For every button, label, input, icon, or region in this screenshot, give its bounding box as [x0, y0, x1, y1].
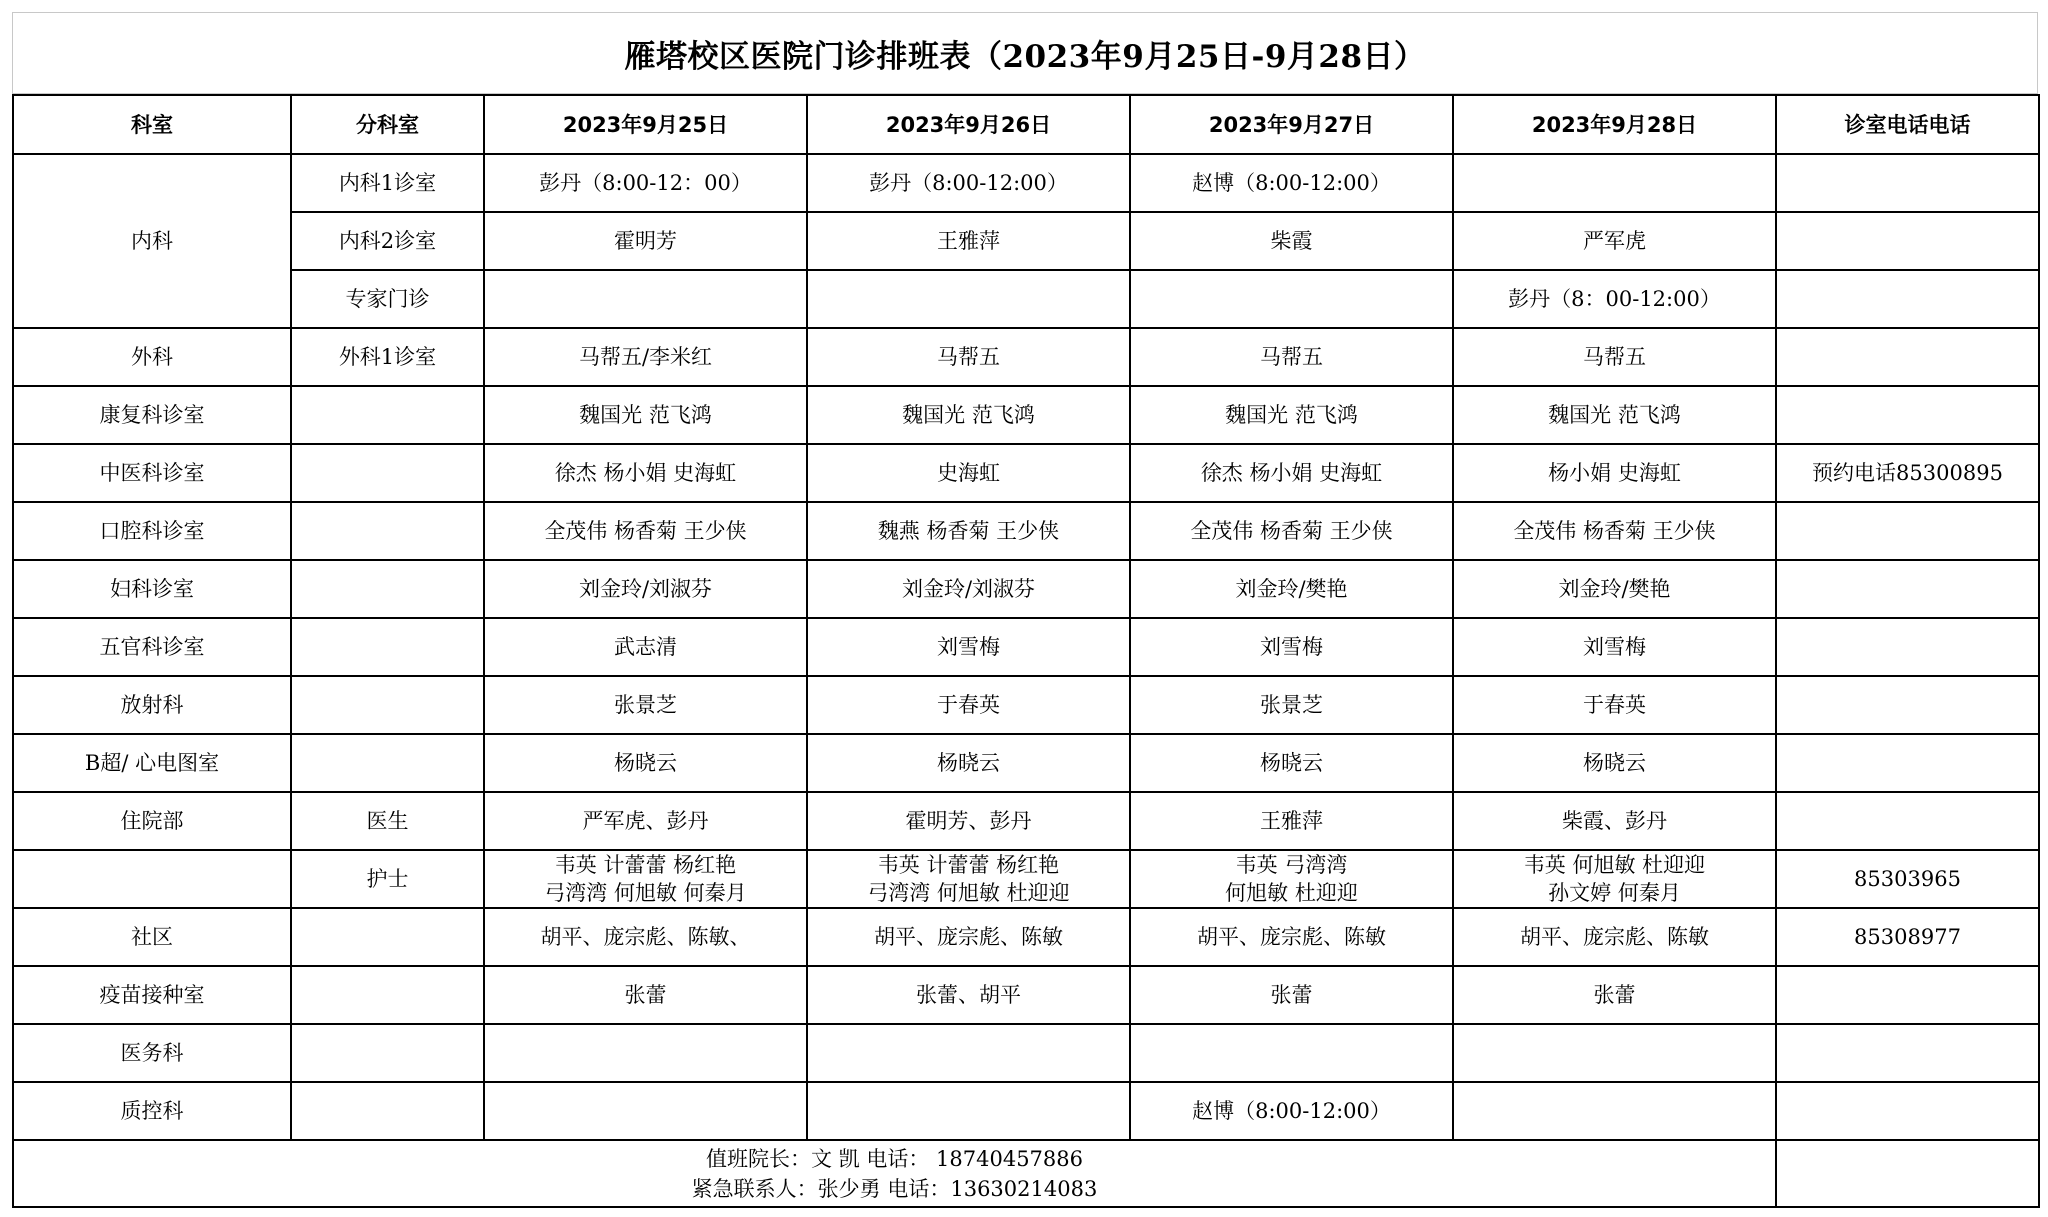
phone-cell	[1776, 676, 2039, 734]
day-cell	[484, 1082, 807, 1140]
table-row	[13, 212, 2039, 270]
day-cell: 赵博（8:00-12:00）	[1130, 1082, 1453, 1140]
phone-cell	[1776, 386, 2039, 444]
dept-cell: 社区	[13, 908, 291, 966]
dept-cell: B超/ 心电图室	[13, 734, 291, 792]
subdept-cell: 内科2诊室	[291, 212, 484, 270]
schedule-sheet	[12, 12, 2038, 1208]
day-cell: 刘雪梅	[1130, 618, 1453, 676]
table-row	[13, 444, 2039, 502]
table-row	[13, 154, 2039, 212]
phone-cell: 85308977	[1776, 908, 2039, 966]
day-cell: 史海虹	[807, 444, 1130, 502]
dept-cell: 住院部	[13, 792, 291, 850]
day-cell: 严军虎	[1453, 212, 1776, 270]
day-cell: 胡平、庞宗彪、陈敏	[1453, 908, 1776, 966]
day-cell: 魏国光 范飞鸿	[1453, 386, 1776, 444]
day-cell: 全茂伟 杨香菊 王少侠	[1453, 502, 1776, 560]
footer-row	[13, 1140, 2039, 1207]
subdept-cell	[291, 444, 484, 502]
dept-cell: 疫苗接种室	[13, 966, 291, 1024]
day-cell: 胡平、庞宗彪、陈敏、	[484, 908, 807, 966]
page-title: 雁塔校区医院门诊排班表（2023年9月25日-9月28日）	[12, 12, 2038, 94]
phone-cell	[1776, 1024, 2039, 1082]
dept-cell: 五官科诊室	[13, 618, 291, 676]
dept-cell	[13, 850, 291, 908]
table-row	[13, 966, 2039, 1024]
subdept-cell	[291, 560, 484, 618]
day-cell: 彭丹（8：00-12:00）	[1453, 270, 1776, 328]
day-cell: 张蕾	[1130, 966, 1453, 1024]
day-cell: 刘雪梅	[807, 618, 1130, 676]
day-cell	[807, 850, 1130, 908]
subdept-cell	[291, 966, 484, 1024]
footer-blank-cell	[1776, 1140, 2039, 1207]
day-cell	[1453, 850, 1776, 908]
table-row	[13, 850, 2039, 908]
subdept-cell	[291, 908, 484, 966]
day-cell: 王雅萍	[807, 212, 1130, 270]
day-cell	[484, 270, 807, 328]
phone-cell	[1776, 560, 2039, 618]
day-cell	[1453, 1082, 1776, 1140]
emergency-contact-line: 紧急联系人：张少勇 电话：13630214083	[691, 1176, 1098, 1201]
subdept-cell: 护士	[291, 850, 484, 908]
day-cell: 杨晓云	[807, 734, 1130, 792]
cell-line: 弓湾湾 何旭敏 杜迎迎	[867, 881, 1070, 905]
table-row	[13, 734, 2039, 792]
day-cell: 马帮五/李米红	[484, 328, 807, 386]
day-cell: 彭丹（8:00-12：00）	[484, 154, 807, 212]
dept-cell: 质控科	[13, 1082, 291, 1140]
dept-cell: 医务科	[13, 1024, 291, 1082]
day-cell: 魏国光 范飞鸿	[484, 386, 807, 444]
subdept-cell	[291, 676, 484, 734]
day-cell: 徐杰 杨小娟 史海虹	[1130, 444, 1453, 502]
day-cell: 刘雪梅	[1453, 618, 1776, 676]
day-cell: 柴霞、彭丹	[1453, 792, 1776, 850]
header-day-3: 2023年9月27日	[1130, 95, 1453, 154]
subdept-cell	[291, 618, 484, 676]
day-cell: 张景芝	[484, 676, 807, 734]
header-row	[13, 95, 2039, 154]
phone-cell	[1776, 502, 2039, 560]
day-cell: 霍明芳、彭丹	[807, 792, 1130, 850]
cell-line: 孙文婷 何秦月	[1548, 881, 1681, 905]
header-day-1: 2023年9月25日	[484, 95, 807, 154]
day-cell	[484, 850, 807, 908]
header-subdept: 分科室	[291, 95, 484, 154]
day-cell: 张景芝	[1130, 676, 1453, 734]
dept-cell: 口腔科诊室	[13, 502, 291, 560]
phone-cell	[1776, 270, 2039, 328]
subdept-cell: 专家门诊	[291, 270, 484, 328]
table-row	[13, 386, 2039, 444]
subdept-cell: 内科1诊室	[291, 154, 484, 212]
phone-cell	[1776, 1082, 2039, 1140]
phone-cell: 预约电话85300895	[1776, 444, 2039, 502]
day-cell: 刘金玲/樊艳	[1130, 560, 1453, 618]
dept-cell: 康复科诊室	[13, 386, 291, 444]
day-cell: 刘金玲/刘淑芬	[484, 560, 807, 618]
day-cell: 武志清	[484, 618, 807, 676]
day-cell: 全茂伟 杨香菊 王少侠	[484, 502, 807, 560]
phone-cell	[1776, 734, 2039, 792]
day-cell: 于春英	[807, 676, 1130, 734]
subdept-cell	[291, 1024, 484, 1082]
day-cell: 杨晓云	[1130, 734, 1453, 792]
day-cell	[1130, 270, 1453, 328]
table-row	[13, 270, 2039, 328]
day-cell: 徐杰 杨小娟 史海虹	[484, 444, 807, 502]
duty-director-line: 值班院长：文 凯 电话： 18740457886	[706, 1146, 1083, 1171]
day-cell: 马帮五	[1453, 328, 1776, 386]
table-row	[13, 328, 2039, 386]
day-cell: 张蕾、胡平	[807, 966, 1130, 1024]
dept-cell: 放射科	[13, 676, 291, 734]
day-cell: 刘金玲/刘淑芬	[807, 560, 1130, 618]
day-cell: 魏国光 范飞鸿	[807, 386, 1130, 444]
day-cell: 彭丹（8:00-12:00）	[807, 154, 1130, 212]
phone-cell	[1776, 328, 2039, 386]
table-row	[13, 1024, 2039, 1082]
header-dept: 科室	[13, 95, 291, 154]
day-cell: 刘金玲/樊艳	[1453, 560, 1776, 618]
dept-cell: 中医科诊室	[13, 444, 291, 502]
header-phone: 诊室电话电话	[1776, 95, 2039, 154]
day-cell: 全茂伟 杨香菊 王少侠	[1130, 502, 1453, 560]
day-cell: 杨晓云	[1453, 734, 1776, 792]
subdept-cell: 外科1诊室	[291, 328, 484, 386]
phone-cell	[1776, 966, 2039, 1024]
header-day-4: 2023年9月28日	[1453, 95, 1776, 154]
phone-cell: 85303965	[1776, 850, 2039, 908]
table-row	[13, 1082, 2039, 1140]
day-cell: 张蕾	[484, 966, 807, 1024]
dept-cell: 妇科诊室	[13, 560, 291, 618]
day-cell	[807, 1082, 1130, 1140]
subdept-cell	[291, 1082, 484, 1140]
duty-contact-cell	[13, 1140, 1776, 1207]
day-cell	[484, 1024, 807, 1082]
cell-line: 韦英 计蕾蕾 杨红艳	[554, 853, 737, 877]
table-row	[13, 792, 2039, 850]
day-cell	[1130, 1024, 1453, 1082]
day-cell: 严军虎、彭丹	[484, 792, 807, 850]
day-cell: 魏燕 杨香菊 王少侠	[807, 502, 1130, 560]
dept-cell: 外科	[13, 328, 291, 386]
cell-line: 弓湾湾 何旭敏 何秦月	[544, 881, 747, 905]
table-row	[13, 560, 2039, 618]
day-cell: 魏国光 范飞鸿	[1130, 386, 1453, 444]
day-cell	[1453, 1024, 1776, 1082]
day-cell	[807, 270, 1130, 328]
day-cell: 胡平、庞宗彪、陈敏	[807, 908, 1130, 966]
phone-cell	[1776, 618, 2039, 676]
phone-cell	[1776, 212, 2039, 270]
cell-line: 韦英 弓湾湾	[1235, 853, 1348, 877]
day-cell: 杨晓云	[484, 734, 807, 792]
day-cell: 马帮五	[1130, 328, 1453, 386]
day-cell: 王雅萍	[1130, 792, 1453, 850]
day-cell	[1130, 850, 1453, 908]
day-cell: 于春英	[1453, 676, 1776, 734]
table-row	[13, 618, 2039, 676]
day-cell: 柴霞	[1130, 212, 1453, 270]
phone-cell	[1776, 792, 2039, 850]
subdept-cell	[291, 502, 484, 560]
dept-cell: 内科	[13, 154, 291, 328]
table-row	[13, 502, 2039, 560]
subdept-cell	[291, 734, 484, 792]
cell-line: 何旭敏 杜迎迎	[1225, 881, 1358, 905]
day-cell: 霍明芳	[484, 212, 807, 270]
day-cell: 赵博（8:00-12:00）	[1130, 154, 1453, 212]
table-row	[13, 908, 2039, 966]
day-cell: 杨小娟 史海虹	[1453, 444, 1776, 502]
cell-line: 韦英 计蕾蕾 杨红艳	[877, 853, 1060, 877]
schedule-table	[12, 94, 2040, 1208]
phone-cell	[1776, 154, 2039, 212]
day-cell	[807, 1024, 1130, 1082]
table-row	[13, 676, 2039, 734]
day-cell: 马帮五	[807, 328, 1130, 386]
day-cell: 胡平、庞宗彪、陈敏	[1130, 908, 1453, 966]
subdept-cell	[291, 386, 484, 444]
day-cell: 张蕾	[1453, 966, 1776, 1024]
subdept-cell: 医生	[291, 792, 484, 850]
day-cell	[1453, 154, 1776, 212]
cell-line: 韦英 何旭敏 杜迎迎	[1523, 853, 1706, 877]
header-day-2: 2023年9月26日	[807, 95, 1130, 154]
